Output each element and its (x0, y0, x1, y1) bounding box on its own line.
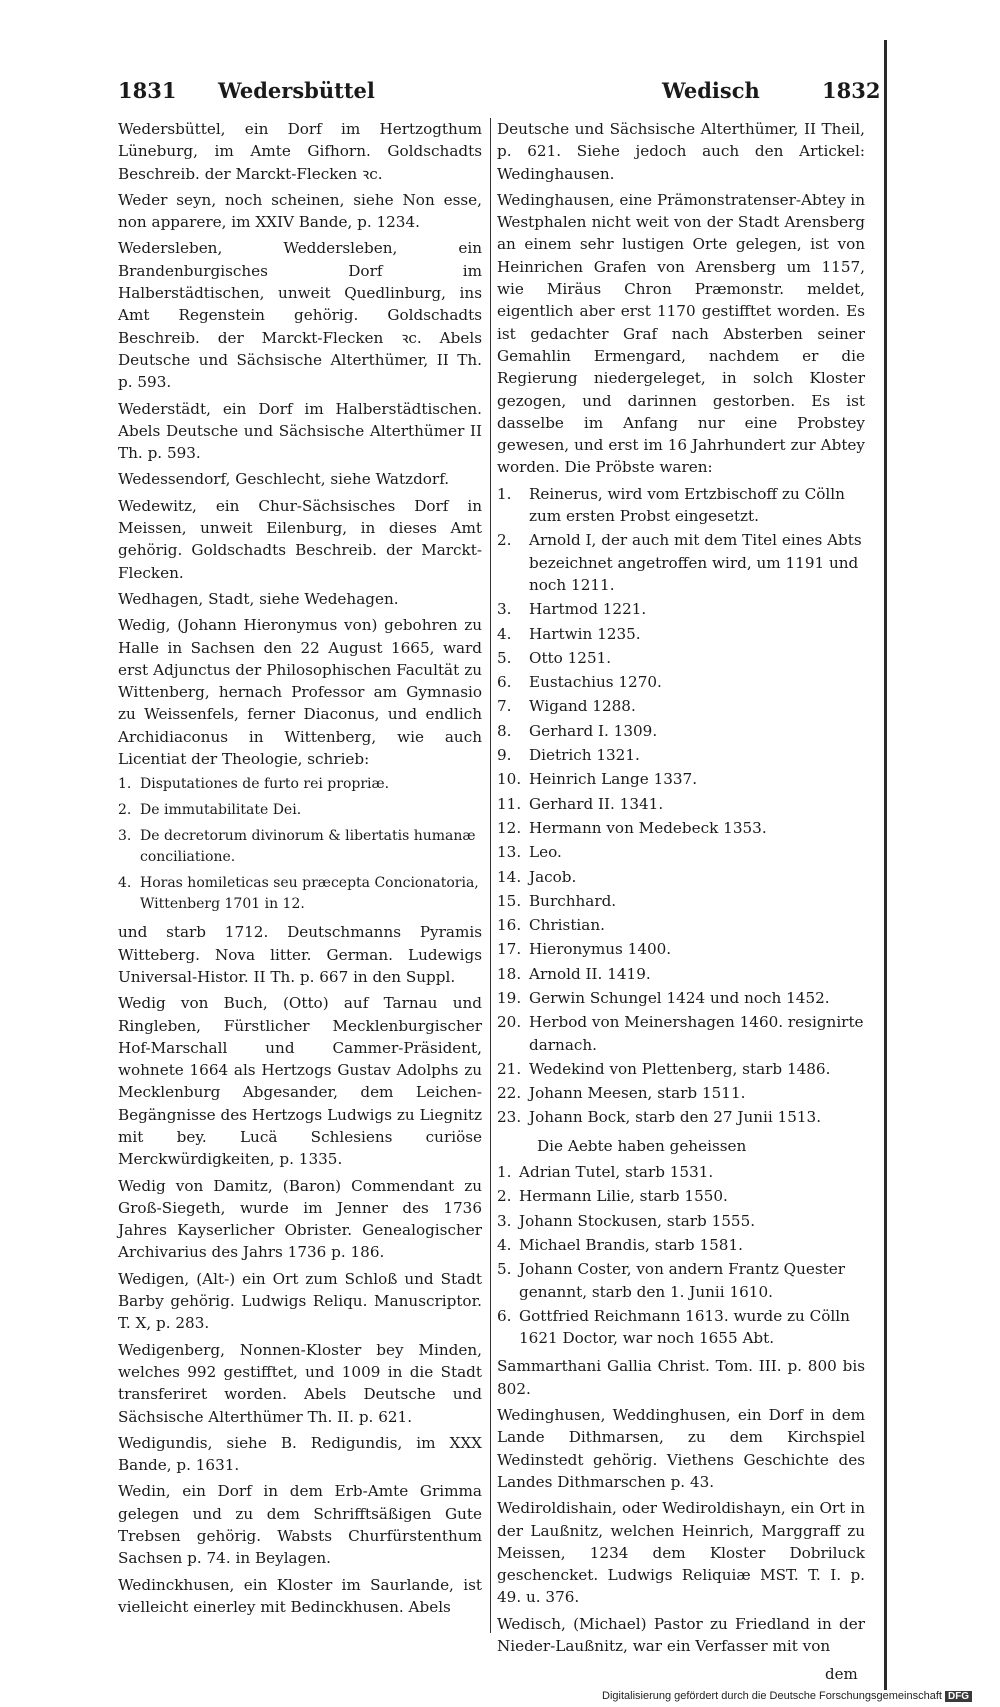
list-item-number: 19. (497, 988, 522, 1007)
list-item-number: 17. (497, 940, 522, 959)
list-item-number: 7. (497, 697, 512, 716)
dictionary-entry: Sammarthani Gallia Christ. Tom. III. p. 800 bis 802. (497, 1357, 865, 1398)
list-item-text: Hermann Lilie, starb 1550. (519, 1187, 728, 1206)
list-item-number: 4. (497, 624, 512, 643)
list-item-text: Johann Meesen, starb 1511. (529, 1084, 746, 1103)
dictionary-entry: Wedersleben, Weddersleben, ein Brandenburgisches Dorf im Halberstädtischen, unweit Quedlinburg, ins Amt Regenstein gehörig. Goldschadts Beschreib. der Marckt-Flecken ꝛc. Abels Deutsche und Sächsische Alterthümer, II Th. p. 593. (118, 239, 482, 392)
list-item (497, 529, 865, 596)
list-item-number: 3. (497, 600, 512, 619)
list-item (497, 1082, 865, 1104)
list-item-text: Gerhard I. 1309. (529, 721, 658, 740)
right-catchword: Wedisch (662, 78, 760, 103)
list-item-number: 5. (497, 1260, 512, 1279)
list-item (118, 800, 482, 821)
list-item (497, 1258, 865, 1303)
list-item-text: Wedekind von Plettenberg, starb 1486. (529, 1059, 831, 1078)
dictionary-entry: Wedig von Buch, (Otto) auf Tarnau und Ringleben, Fürstlicher Mecklenburgischer Hof-Marschall und Cammer-Präsident, wohnete 1664 als Hertzogs Gustav Adolphs zu Mecklenburg Abgesander, dem Leichen-Begängnisse des Hertzogs Ludwigs zu Liegnitz mit bey. Lucä Schlesiens curiöse Merckwürdigkeiten, p. 1335. (118, 994, 482, 1169)
list-item-number: 15. (497, 891, 522, 910)
list-item-number: 13. (497, 843, 522, 862)
list-item-text: Adrian Tutel, starb 1531. (519, 1163, 714, 1182)
list-item-text: Jacob. (529, 867, 577, 886)
list-item-number: 8. (497, 721, 512, 740)
dfg-logo: DFG (945, 1691, 972, 1702)
dictionary-entry: Wediroldishain, oder Wediroldishayn, ein Ort in der Laußnitz, welchen Heinrich, Marggraff zu Meissen, 1234 dem Kloster Dobriluck geschencket. Ludwigs Reliquiæ MST. T. I. p. 49. u. 376. (497, 1499, 865, 1607)
list-item (497, 1210, 865, 1232)
list-item-text: Herbod von Meinershagen 1460. resignirte darnach. (529, 1013, 864, 1054)
list-item (497, 963, 865, 985)
list-item-number: 14. (497, 867, 522, 886)
list-item (118, 873, 482, 915)
right-page-number: 1832 (822, 78, 881, 103)
footer-text: Digitalisierung gefördert durch die Deutsche Forschungsgemeinschaft (602, 1690, 942, 1702)
list-item-text: Horas homileticas seu præcepta Concionatoria, Wittenberg 1701 in 12. (140, 875, 479, 913)
list-item (497, 1058, 865, 1080)
dictionary-entry: Wedigenberg, Nonnen-Kloster bey Minden, welches 992 gestifftet, und 1009 in die Stadt transferiret worden. Abels Deutsche und Sächsische Alterthümer Th. II. p. 621. (118, 1340, 482, 1426)
page-spine (884, 40, 887, 1690)
dictionary-entry: Wedinckhusen, ein Kloster im Saurlande, ist vielleicht einerley mit Bedinckhusen. Abels (118, 1575, 482, 1616)
list-item-text: Hartmod 1221. (529, 600, 647, 619)
digitization-footer (602, 1690, 972, 1702)
list-item-text: Johann Bock, starb den 27 Junii 1513. (529, 1108, 822, 1127)
dictionary-entry: Wedessendorf, Geschlecht, siehe Watzdorf. (118, 470, 450, 489)
list-item (497, 793, 865, 815)
dictionary-entry: Wedin, ein Dorf in dem Erb-Amte Grimma gelegen und zu dem Schrifftsäßigen Gute Trebsen gehörig. Wabsts Churfürstenthum Sachsen p. 74. in Beylagen. (118, 1482, 482, 1568)
list-item (497, 841, 865, 863)
list-item (497, 866, 865, 888)
list-item (497, 1161, 865, 1183)
list-item (497, 647, 865, 669)
list-item-number: 22. (497, 1084, 522, 1103)
list-item-number: 16. (497, 916, 522, 935)
dictionary-entry: Wederstädt, ein Dorf im Halberstädtischen. Abels Deutsche und Sächsische Alterthümer II Th. p. 593. (118, 399, 482, 463)
list-item-text: Hermann von Medebeck 1353. (529, 818, 767, 837)
list-item (497, 890, 865, 912)
list-item-text: Dietrich 1321. (529, 746, 640, 765)
dictionary-entry: Wedig, (Johann Hieronymus von) gebohren zu Halle in Sachsen den 22 August 1665, ward erst Adjunctus der Philosophischen Facultät zu Wittenberg, hernach Professor am Gymnasio zu Weissenfels, ferner Diaconus, und endlich Archidiaconus in Wittenberg, wie auch Licentiat der Theologie, schrieb: (118, 616, 482, 769)
list-item (497, 671, 865, 693)
dictionary-entry: Wedigundis, siehe B. Redigundis, im XXX Bande, p. 1631. (118, 1433, 482, 1475)
list-item-text: Heinrich Lange 1337. (529, 770, 698, 789)
wedig-works-list (118, 774, 482, 915)
list-item-number: 4. (118, 875, 132, 892)
list-item (497, 1106, 865, 1128)
list-item-number: 21. (497, 1059, 522, 1078)
dictionary-entry: und starb 1712. Deutschmanns Pyramis Witteberg. Nova litter. German. Ludewigs Universal-Histor. II Th. p. 667 in den Suppl. (118, 923, 482, 986)
list-item-text: Otto 1251. (529, 648, 612, 667)
list-item-number: 3. (118, 828, 132, 845)
list-item-number: 11. (497, 794, 522, 813)
list-item (497, 914, 865, 936)
list-item-number: 6. (497, 1306, 512, 1325)
list-item (497, 483, 865, 528)
list-item-text: Wigand 1288. (529, 697, 636, 716)
right-column (497, 118, 865, 1661)
dictionary-entry: Wedigen, (Alt-) ein Ort zum Schloß und Stadt Barby gehörig. Ludwigs Reliqu. Manuscriptor. T. X, p. 283. (118, 1269, 482, 1333)
abbots-list (497, 1161, 865, 1349)
list-item-number: 20. (497, 1013, 522, 1032)
list-item (497, 768, 865, 790)
list-item-text: Reinerus, wird vom Ertzbischoff zu Cölln zum ersten Probst eingesetzt. (529, 484, 845, 526)
list-item (497, 1234, 865, 1256)
list-item-text: Gerwin Schungel 1424 und noch 1452. (529, 988, 830, 1007)
list-item-number: 1. (497, 1163, 512, 1182)
list-item (497, 817, 865, 839)
list-item (497, 720, 865, 742)
list-item-text: Arnold I, der auch mit dem Titel eines Abts bezeichnet angetroffen wird, um 1191 und noch 1211. (529, 531, 862, 594)
dictionary-entry: Wedinghausen, eine Prämonstratenser-Abtey in Westphalen nicht weit von der Stadt Arensberg an einem sehr lustigen Orte gelegen, ist von Heinrichen Grafen von Arensberg um 1157, wie Miräus Chron Præmonstr. meldet, eigentlich aber erst 1170 gestifftet worden. Es ist gedachter Graf nach Absterben seiner Gemahlin Ermengard, nachdem er die Regierung niedergeleget, in solch Kloster gezogen, und darinnen gestorben. Es ist dasselbe im Anfang nur eine Probstey gewesen, und erst im 16 Jahrhundert zur Abtey worden. Die Pröbste waren: (497, 190, 865, 477)
list-item (497, 938, 865, 960)
list-item-number: 3. (497, 1211, 512, 1230)
list-item (497, 695, 865, 717)
list-item-number: 2. (497, 1187, 512, 1206)
list-item-text: Hartwin 1235. (529, 624, 641, 643)
list-item-text: Disputationes de furto rei propriæ. (140, 776, 390, 793)
list-item-text: Gerhard II. 1341. (529, 794, 664, 813)
list-item-text: Christian. (529, 916, 605, 935)
list-item (118, 774, 482, 795)
list-item (497, 1011, 865, 1056)
list-item-number: 1. (497, 484, 512, 503)
dictionary-entry: Wedersbüttel, ein Dorf im Hertzogthum Lüneburg, im Amte Gifhorn. Goldschadts Beschreib. der Marckt-Flecken ꝛc. (118, 120, 482, 183)
list-item-number: 5. (497, 648, 512, 667)
list-item (497, 1305, 865, 1350)
list-item-number: 9. (497, 746, 512, 765)
list-item (497, 1185, 865, 1207)
list-item-number: 12. (497, 818, 522, 837)
catchword: dem (825, 1665, 858, 1683)
list-item (118, 826, 482, 868)
list-item-number: 4. (497, 1235, 512, 1254)
dictionary-entry: Wedhagen, Stadt, siehe Wedehagen. (118, 589, 399, 608)
left-page-number: 1831 (118, 78, 177, 103)
list-item-text: Gottfried Reichmann 1613. wurde zu Cölln 1621 Doctor, war noch 1655 Abt. (519, 1306, 850, 1348)
list-item-number: 10. (497, 770, 522, 789)
list-item-number: 2. (118, 802, 132, 819)
list-item-text: Johann Stockusen, starb 1555. (519, 1211, 756, 1230)
list-item-number: 18. (497, 964, 522, 983)
dictionary-entry: Wedinghusen, Weddinghusen, ein Dorf in dem Lande Dithmarsen, zu dem Kirchspiel Wedinstedt gehörig. Viethens Geschichte des Landes Dithmarschen p. 43. (497, 1406, 865, 1491)
list-item-number: 6. (497, 673, 512, 692)
list-item-number: 2. (497, 531, 512, 550)
list-item (497, 598, 865, 620)
list-item-text: Arnold II. 1419. (529, 964, 651, 983)
dictionary-entry: Wedewitz, ein Chur-Sächsisches Dorf in Meissen, unweit Eilenburg, in dieses Amt gehörig. Goldschadts Beschreib. der Marckt-Flecken. (118, 496, 482, 582)
column-divider (490, 118, 491, 1633)
list-item-text: Hieronymus 1400. (529, 940, 672, 959)
list-item-number: 1. (118, 776, 132, 793)
dictionary-entry: Wedisch, (Michael) Pastor zu Friedland in der Nieder-Laußnitz, war ein Verfasser mit von (497, 1614, 865, 1655)
list-item-text: De immutabilitate Dei. (140, 802, 302, 819)
list-item-text: Leo. (529, 843, 562, 862)
left-column (118, 118, 482, 1622)
list-item-number: 23. (497, 1108, 522, 1127)
dictionary-entry: Deutsche und Sächsische Alterthümer, II Theil, p. 621. Siehe jedoch auch den Artickel: Wedinghausen. (497, 120, 865, 183)
list-item-text: Eustachius 1270. (529, 673, 662, 692)
dictionary-entry: Wedig von Damitz, (Baron) Commendant zu Groß-Siegeth, wurde im Jenner des 1736 Jahres Kayserlicher Obrister. Genealogischer Archivarius des Jahrs 1736 p. 186. (118, 1176, 482, 1262)
list-item-text: Burchhard. (529, 891, 617, 910)
list-item (497, 623, 865, 645)
abbots-heading: Die Aebte haben geheissen (537, 1136, 747, 1155)
left-catchword: Wedersbüttel (218, 78, 375, 103)
list-item-text: Michael Brandis, starb 1581. (519, 1235, 743, 1254)
list-item-text: De decretorum divinorum & libertatis humanæ conciliatione. (140, 828, 476, 866)
list-item-text: Johann Coster, von andern Frantz Quester genannt, starb den 1. Junii 1610. (519, 1260, 846, 1301)
dictionary-entry: Weder seyn, noch scheinen, siehe Non esse, non apparere, im XXIV Bande, p. 1234. (118, 190, 482, 232)
provosts-list (497, 483, 865, 1129)
list-item (497, 744, 865, 766)
list-item (497, 987, 865, 1009)
